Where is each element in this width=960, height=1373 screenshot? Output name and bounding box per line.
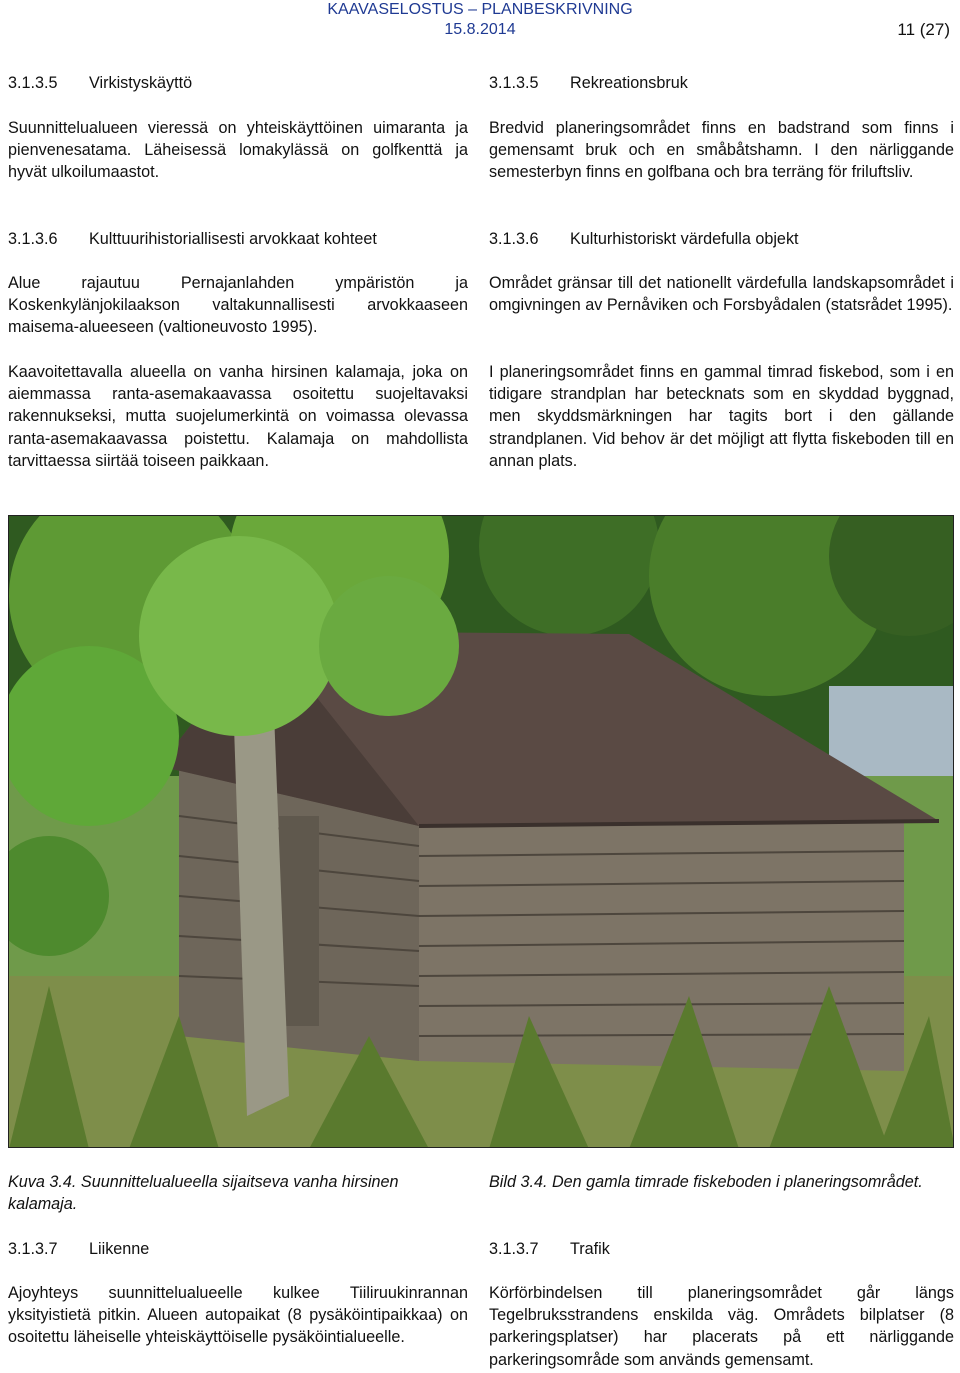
section-title: Rekreationsbruk — [570, 74, 688, 92]
leaves — [139, 536, 339, 736]
section-title: Kulturhistoriskt värdefulla objekt — [570, 230, 799, 248]
paragraph-traffic-sv: Körförbindelsen till planeringsområdet går längs Tegelbruksstrandens enskilda väg. Områdets bilplatser (8 parkeringsplatser) har placerats på ett närliggande parkeringsområde som används gemensamt. — [489, 1284, 954, 1369]
heading-heritage-fi — [8, 228, 377, 250]
document-title: KAAVASELOSTUS – PLANBESKRIVNING — [327, 1, 633, 18]
heading-recreation-fi — [8, 72, 192, 94]
fish-shed-photo — [8, 515, 954, 1148]
heading-traffic-sv — [489, 1238, 610, 1260]
section-number: 3.1.3.5 — [489, 74, 539, 92]
heading-recreation-sv — [489, 72, 688, 94]
photo-illustration — [9, 516, 954, 1148]
photo-caption-sv: Bild 3.4. Den gamla timrade fiskeboden i planeringsområdet. — [489, 1173, 923, 1191]
paragraph-heritage-fi-1: Alue rajautuu Pernajanlahden ympäristön ja Koskenkylänjokilaakson valtakunnallisesti arvokkaaseen maisema-alueeseen (valtioneuvosto 1995). — [8, 274, 468, 337]
section-title: Liikenne — [89, 1240, 150, 1258]
page-header — [0, 0, 960, 44]
section-number: 3.1.3.6 — [489, 230, 539, 248]
paragraph-recreation-fi: Suunnittelualueen vieressä on yhteiskäyttöinen uimaranta ja pienvenesatama. Läheisessä lomakylässä on golfkenttä ja hyvät ulkoilumaastot. — [8, 119, 468, 182]
paragraph-recreation-sv: Bredvid planeringsområdet finns en badstrand som finns i gemensamt bruk och en småbåtshamn. I den närliggande semesterbyn finns en golfbana och bra terräng för friluftsliv. — [489, 119, 954, 182]
section-number: 3.1.3.7 — [489, 1240, 539, 1258]
paragraph-heritage-fi-2: Kaavoitettavalla alueella on vanha hirsinen kalamaja, joka on aiemmassa ranta-asemakaavassa osoitettu suojeltavaksi rakennukseksi, mutta suojelumerkintä on voimassa olevassa ranta-asemakaavassa poistettu. Kalamaja on mahdollista tarvittaessa siirtää toiseen paikkaan. — [8, 363, 468, 470]
paragraph-heritage-sv-2: I planeringsområdet finns en gammal timrad fiskebod, som i en tidigare strandplan har betecknats som en skyddad byggnad, men skyddsmärkningen har tagits bort i den gällande strandplanen. Vid behov är det möjligt att flytta fiskeboden till en annan plats. — [489, 363, 954, 470]
photo-caption-fi: Kuva 3.4. Suunnittelualueella sijaitseva vanha hirsinen kalamaja. — [8, 1173, 399, 1214]
page-number: 11 (27) — [897, 20, 950, 39]
heading-traffic-fi — [8, 1238, 149, 1260]
heading-heritage-sv — [489, 228, 799, 250]
document-date: 15.8.2014 — [444, 21, 516, 38]
section-title: Trafik — [570, 1240, 610, 1258]
lake — [829, 686, 954, 776]
paragraph-traffic-fi: Ajoyhteys suunnittelualueelle kulkee Tiiliruukinrannan yksityistietä pitkin. Alueen autopaikat (8 pysäköintipaikkaa) on osoitettu läheiselle yhteiskäyttöiselle pysäköintialueelle. — [8, 1284, 468, 1347]
section-title: Kulttuurihistoriallisesti arvokkaat kohteet — [89, 230, 377, 248]
section-number: 3.1.3.7 — [8, 1240, 58, 1258]
section-number: 3.1.3.5 — [8, 74, 58, 92]
section-title: Virkistyskäyttö — [89, 74, 193, 92]
section-number: 3.1.3.6 — [8, 230, 58, 248]
leaves — [319, 576, 459, 716]
paragraph-heritage-sv-1: Området gränsar till det nationellt värdefulla landskapsområdet i omgivningen av Pernåviken och Forsbyådalen (statsrådet 1995). — [489, 274, 954, 315]
